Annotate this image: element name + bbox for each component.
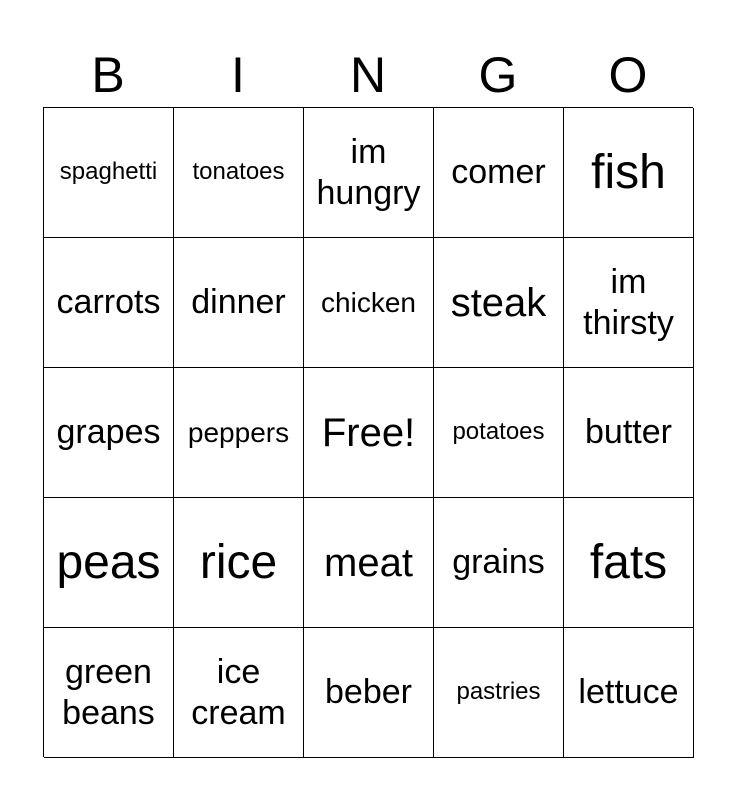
bingo-cell[interactable]: [434, 368, 564, 498]
cell-label: butter: [585, 413, 672, 452]
cell-label: fats: [589, 535, 668, 589]
cell-label: chicken: [321, 286, 416, 318]
bingo-cell[interactable]: [434, 628, 564, 758]
bingo-cell[interactable]: [564, 368, 694, 498]
cell-label: peas: [56, 535, 161, 589]
bingo-cell[interactable]: [174, 238, 304, 368]
bingo-cell[interactable]: [174, 368, 304, 498]
bingo-header: [43, 45, 693, 105]
cell-label: im hungry: [316, 132, 421, 212]
cell-label: fish: [591, 145, 666, 199]
cell-label: comer: [451, 153, 546, 192]
cell-label: spaghetti: [59, 158, 158, 186]
bingo-card-grid: [43, 107, 693, 757]
cell-label: green beans: [62, 652, 155, 732]
header-letter-b: B: [91, 47, 125, 103]
bingo-cell[interactable]: [564, 628, 694, 758]
cell-label: meat: [324, 540, 413, 585]
bingo-cell[interactable]: [174, 498, 304, 628]
bingo-cell[interactable]: [44, 498, 174, 628]
cell-label: peppers: [187, 416, 290, 448]
cell-label: steak: [450, 280, 547, 325]
cell-label: beber: [325, 673, 412, 712]
cell-label: grapes: [56, 413, 161, 452]
bingo-cell[interactable]: [434, 238, 564, 368]
bingo-cell[interactable]: [44, 628, 174, 758]
bingo-cell[interactable]: [304, 238, 434, 368]
header-letter-g: G: [478, 47, 518, 103]
bingo-cell[interactable]: [44, 238, 174, 368]
header-letter-i: I: [231, 47, 245, 103]
bingo-cell[interactable]: [564, 108, 694, 238]
bingo-cell[interactable]: [174, 628, 304, 758]
cell-label: ice cream: [191, 652, 286, 732]
cell-label: lettuce: [578, 673, 679, 712]
bingo-cell[interactable]: [174, 108, 304, 238]
bingo-cell[interactable]: [44, 368, 174, 498]
bingo-cell[interactable]: [304, 498, 434, 628]
bingo-cell[interactable]: [434, 108, 564, 238]
cell-label: rice: [199, 535, 278, 589]
bingo-cell[interactable]: [304, 628, 434, 758]
free-space-cell[interactable]: [304, 368, 434, 498]
bingo-cell[interactable]: [564, 498, 694, 628]
cell-label: grains: [452, 543, 545, 582]
cell-label: potatoes: [452, 418, 545, 446]
header-letter-o: O: [608, 47, 648, 103]
free-space-label: Free!: [321, 410, 416, 455]
bingo-cell[interactable]: [434, 498, 564, 628]
bingo-cell[interactable]: [564, 238, 694, 368]
cell-label: tonatoes: [192, 158, 285, 186]
bingo-cell[interactable]: [304, 108, 434, 238]
header-letter-n: N: [349, 47, 387, 103]
cell-label: pastries: [456, 678, 541, 706]
cell-label: carrots: [56, 283, 161, 322]
bingo-cell[interactable]: [44, 108, 174, 238]
cell-label: im thirsty: [583, 262, 674, 342]
cell-label: dinner: [191, 283, 286, 322]
